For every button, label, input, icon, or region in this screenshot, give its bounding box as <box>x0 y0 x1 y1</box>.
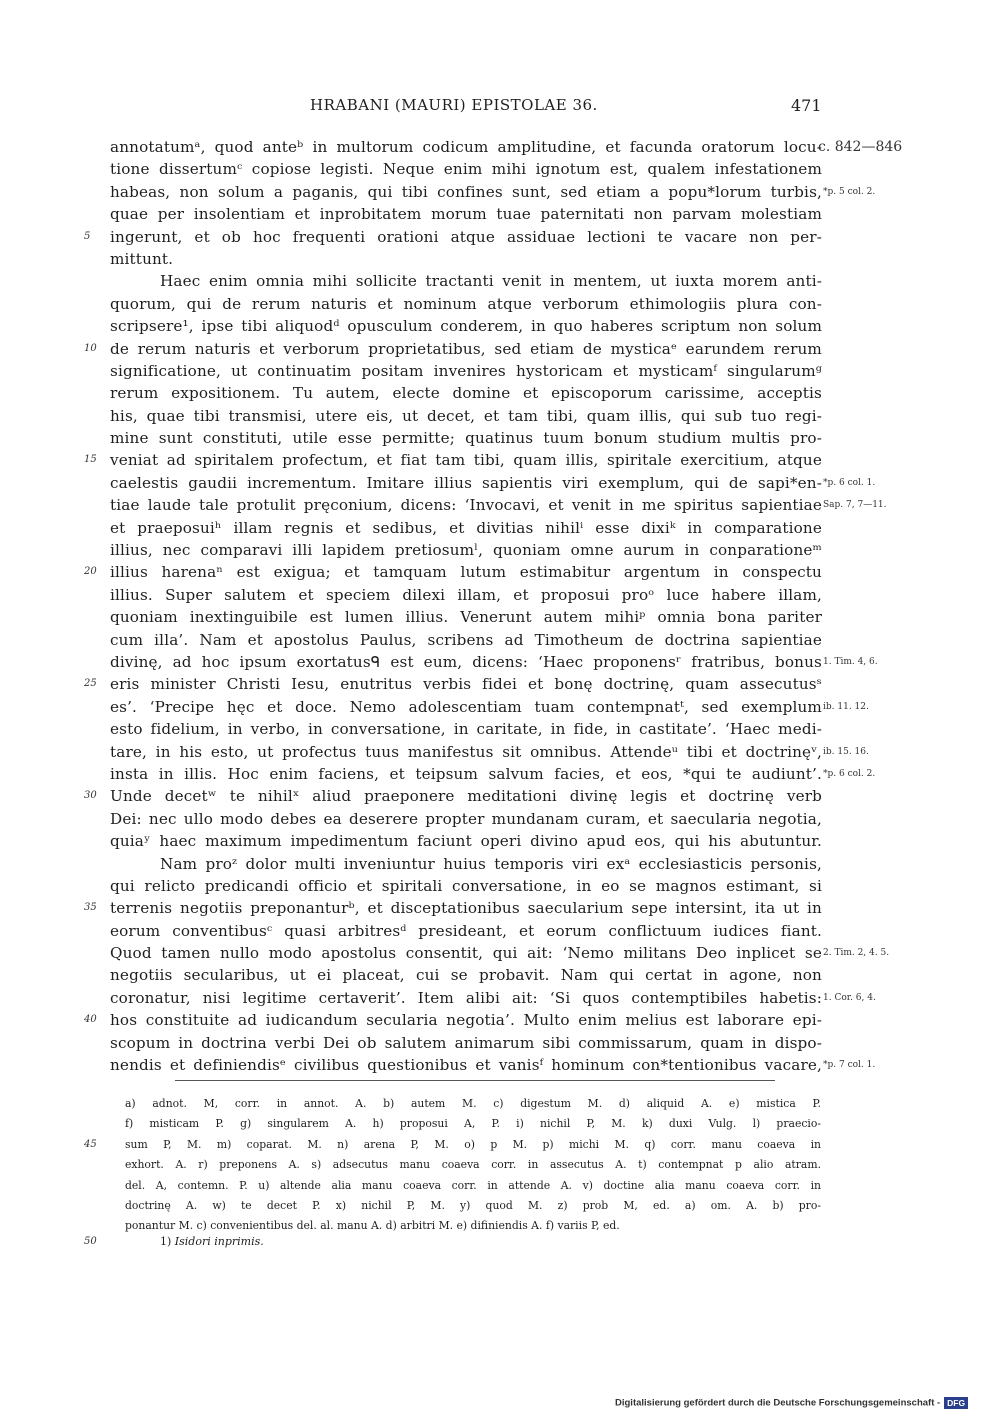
page-number: 471 <box>791 96 822 115</box>
text-line <box>0 830 1000 852</box>
text-line <box>0 964 1000 986</box>
line-text: ingerunt, et ob hoc frequenti orationi atque assiduae lectioni te vacare non per- <box>110 227 822 246</box>
apparatus-text: sum P, M. m) coparat. M. n) arena P, M. o) p M. p) michi M. q) corr. manu coaeva in <box>125 1137 821 1151</box>
text-line <box>0 293 1000 315</box>
text-line <box>0 338 1000 360</box>
text-line <box>0 270 1000 292</box>
line-text: mine sunt constituti, utile esse permitte; quatinus tuum bonum studium multis pro- <box>110 429 822 448</box>
text-line <box>0 763 1000 785</box>
apparatus-text: a) adnot. M, corr. in annot. A. b) autem M. c) digestum M. d) aliquid A. e) mistica P. <box>125 1097 821 1110</box>
text-line <box>0 181 1000 203</box>
line-text: Quod tamen nullo modo apostolus consentit, qui ait: ‘Nemo militans Deo inplicet se <box>110 944 822 963</box>
text-line <box>0 405 1000 427</box>
text-line <box>0 808 1000 830</box>
line-text: nendis et definiendisᵉ civilibus questionibus et vanisᶠ hominum con*tentionibus vacare, <box>110 1056 822 1075</box>
line-text: mittunt. <box>110 249 174 268</box>
line-text: insta in illis. Hoc enim faciens, et teipsum salvum facies, et eos, *qui te audiunt’. <box>110 764 822 783</box>
text-line <box>0 920 1000 942</box>
credit-text: Digitalisierung gefördert durch die Deutsche Forschungsgemeinschaft - <box>615 1397 941 1409</box>
line-number: 20 <box>84 566 97 578</box>
apparatus-line <box>0 1155 1000 1175</box>
digitization-credit <box>615 1397 968 1411</box>
apparatus-text: f) misticam P. g) singularem A. h) proposui A, P. i) nichil P, M. k) duxi Vulg. l) praecio- <box>125 1117 821 1131</box>
text-line <box>0 226 1000 248</box>
text-line <box>0 449 1000 471</box>
text-line <box>0 136 1000 158</box>
line-text: quorum, qui de rerum naturis et nominum atque verborum ethimologiis plura con- <box>110 294 822 313</box>
text-line <box>0 673 1000 695</box>
line-text: negotiis secularibus, ut ei placeat, cui se probavit. Nam qui certat in agone, non <box>110 966 822 985</box>
source-footnote-label: 1) <box>160 1235 172 1248</box>
line-number: 40 <box>84 1014 97 1026</box>
marginal-reference: *p. 5 col. 2. <box>823 186 876 197</box>
marginal-reference: ib. 15. 16. <box>823 746 869 757</box>
text-line <box>0 203 1000 225</box>
text-line <box>0 561 1000 583</box>
marginal-reference: 1. Tim. 4, 6. <box>823 656 878 667</box>
marginal-reference: *p. 7 col. 1. <box>823 1060 876 1071</box>
line-text: es’. ‘Precipe hęc et doce. Nemo adolescentiam tuam contempnatᵗ, sed exemplum <box>110 697 822 716</box>
page-header <box>0 96 1000 120</box>
text-line <box>0 785 1000 807</box>
line-number: 15 <box>84 454 97 466</box>
text-line <box>0 718 1000 740</box>
line-text: Dei: nec ullo modo debes ea deserere propter mundanam curam, et saecularia negotia, <box>110 809 822 828</box>
line-text: quae per insolentiam et inprobitatem morum tuae paternitati non parvam molestiam <box>110 205 822 224</box>
line-text: qui relicto predicandi officio et spiritali conversatione, in eo se magnos estimant, si <box>110 876 822 895</box>
text-line <box>0 606 1000 628</box>
line-text: eorum conventibusᶜ quasi arbitresᵈ presideant, et eorum conflictuum iudices fiant. <box>110 921 822 940</box>
marginal-reference: 2. Tim. 2, 4. 5. <box>823 948 890 959</box>
apparatus-text: del. A, contemn. P. u) altende alia manu coaeva corr. in attende A. v) doctine alia manu coaeva corr. in <box>125 1178 821 1192</box>
text-line <box>0 1009 1000 1031</box>
line-text: illius, nec comparavi illi lapidem pretiosumˡ, quoniam omne aurum in conparationeᵐ <box>110 541 822 560</box>
marginal-reference: *p. 6 col. 1. <box>823 477 876 488</box>
line-text: significatione, ut continuatim positam invenires hystoricam et mysticamᶠ singularumᵍ <box>110 361 822 380</box>
text-line <box>0 987 1000 1009</box>
apparatus-text: exhort. A. r) preponens A. s) adsecutus manu coaeva corr. in assecutus A. t) contempnat p alio atram. <box>125 1158 821 1172</box>
text-line <box>0 1054 1000 1076</box>
line-text: hos constituite ad iudicandum secularia negotia’. Multo enim melius est laborare epi- <box>110 1011 822 1030</box>
text-line <box>0 248 1000 270</box>
text-line <box>0 360 1000 382</box>
line-text: rerum expositionem. Tu autem, electe domine et episcoporum carissime, acceptis <box>110 384 822 403</box>
line-text: tiae laude tale protulit pręconium, dicens: ‘Invocavi, et venit in me spiritus sapientiae <box>110 496 822 515</box>
line-text: eris minister Christi Iesu, enutritus verbis fidei et bonę doctrinę, quam assecutusˢ <box>110 675 822 694</box>
marginal-reference: 1. Cor. 6, 4. <box>823 992 876 1003</box>
line-text: illius harenaⁿ est exigua; et tamquam lutum estimabitur argentum in conspectu <box>110 563 822 582</box>
text-line <box>0 539 1000 561</box>
source-footnote-text: Isidori inprimis. <box>174 1235 264 1248</box>
line-text: Haec enim omnia mihi sollicite tractanti venit in mentem, ut iuxta morem anti- <box>160 272 822 291</box>
text-line <box>0 584 1000 606</box>
line-number: 25 <box>84 678 97 690</box>
line-text: coronatur, nisi legitime certaverit’. Item alibi ait: ‘Si quos contemptibiles habetis: <box>110 988 822 1007</box>
line-number: 50 <box>84 1236 97 1247</box>
text-line <box>0 472 1000 494</box>
line-text: tione dissertumᶜ copiose legisti. Neque enim mihi ignotum est, qualem infestationem <box>110 160 822 179</box>
text-line <box>0 696 1000 718</box>
dfg-logo: DFG <box>944 1397 968 1409</box>
line-text: quoniam inextinguibile est lumen illius. Venerunt autem mihiᵖ omnia bona pariter <box>110 608 822 627</box>
line-text: divinę, ad hoc ipsum exortatusᑫ est eum, dicens: ‘Haec proponensʳ fratribus, bonus <box>110 652 822 671</box>
text-line <box>0 629 1000 651</box>
text-line <box>0 875 1000 897</box>
line-number: 5 <box>84 230 91 242</box>
line-text: Nam proᶻ dolor multi inveniuntur huius temporis viri exᵃ ecclesiasticis personis, <box>160 854 822 873</box>
text-line <box>0 853 1000 875</box>
text-line <box>0 315 1000 337</box>
line-text: veniat ad spiritalem profectum, et fiat tam tibi, quam illis, spiritale exercitium, atque <box>110 451 822 470</box>
marginal-reference: *p. 6 col. 2. <box>823 768 876 779</box>
text-line <box>0 942 1000 964</box>
apparatus-line <box>0 1196 1000 1216</box>
line-text: his, quae tibi transmisi, utere eis, ut decet, et tam tibi, quam illis, qui sub tuo regi- <box>110 406 822 425</box>
critical-apparatus <box>0 1094 1000 1237</box>
text-line <box>0 158 1000 180</box>
line-number: 30 <box>84 790 97 802</box>
text-line <box>0 427 1000 449</box>
apparatus-line <box>0 1114 1000 1134</box>
line-text: annotatumᵃ, quod anteᵇ in multorum codicum amplitudine, et facunda oratorum locu- <box>110 138 822 156</box>
line-text: cum illa’. Nam et apostolus Paulus, scribens ad Timotheum de doctrina sapientiae <box>110 630 822 649</box>
line-text: tare, in his esto, ut profectus tuus manifestus sit omnibus. Attendeᵘ tibi et doctrinęᵛ, <box>110 742 822 761</box>
running-title: HRABANI (MAURI) EPISTOLAE 36. <box>310 96 598 114</box>
line-text: Unde decetʷ te nihilˣ aliud praeponere meditationi divinę legis et doctrinę verb <box>110 787 822 806</box>
line-number: 10 <box>84 342 97 354</box>
line-text: habeas, non solum a paganis, qui tibi confines sunt, sed etiam a popu*lorum turbis, <box>110 182 822 201</box>
date-marginal-note: c. 842—846 <box>818 139 903 155</box>
line-text: scopum in doctrina verbi Dei ob salutem animarum sibi commissarum, quam in dispo- <box>110 1033 822 1052</box>
line-text: et praeposuiʰ illam regnis et sedibus, et divitias nihilⁱ esse dixiᵏ in comparatione <box>110 518 822 537</box>
text-line <box>0 1032 1000 1054</box>
source-footnote <box>0 1232 1000 1252</box>
main-text <box>0 136 1000 1076</box>
marginal-reference: ib. 11. 12. <box>823 701 869 712</box>
apparatus-text: ponantur M. c) convenientibus del. al. manu A. d) arbitri M. e) difiniendis A. f) variis P, ed. <box>125 1219 620 1233</box>
line-text: quiaʸ haec maximum impedimentum faciunt operi divino apud eos, qui his abutuntur. <box>110 832 822 851</box>
line-text: scripsere¹, ipse tibi aliquodᵈ opusculum conderem, in quo haberes scriptum non solum <box>110 317 822 336</box>
line-text: de rerum naturis et verborum proprietatibus, sed etiam de mysticaᵉ earundem rerum <box>110 339 822 358</box>
line-text: esto fidelium, in verbo, in conversatione, in caritate, in fide, in castitate’. ‘Haec medi- <box>110 720 822 739</box>
text-line <box>0 897 1000 919</box>
line-text: illius. Super salutem et speciem dilexi illam, et proposui proᵒ luce habere illam, <box>110 585 822 604</box>
apparatus-line <box>0 1176 1000 1196</box>
text-line <box>0 517 1000 539</box>
text-line <box>0 494 1000 516</box>
line-text: terrenis negotiis preponanturᵇ, et disceptationibus saecularium sepe intersint, ita ut in <box>110 899 822 918</box>
text-line <box>0 382 1000 404</box>
line-number: 35 <box>84 902 97 914</box>
apparatus-text: doctrinę A. w) te decet P. x) nichil P, M. y) quod M. z) prob M, ed. a) om. A. b) pro- <box>125 1198 821 1212</box>
apparatus-line <box>0 1094 1000 1114</box>
line-text: caelestis gaudii incrementum. Imitare illius sapientis viri exemplum, qui de sapi*en- <box>110 473 822 492</box>
text-line <box>0 651 1000 673</box>
line-number: 45 <box>84 1138 97 1150</box>
text-line <box>0 741 1000 763</box>
marginal-reference: Sap. 7, 7—11. <box>823 500 887 511</box>
footnote-separator <box>175 1080 775 1081</box>
apparatus-line <box>0 1135 1000 1155</box>
